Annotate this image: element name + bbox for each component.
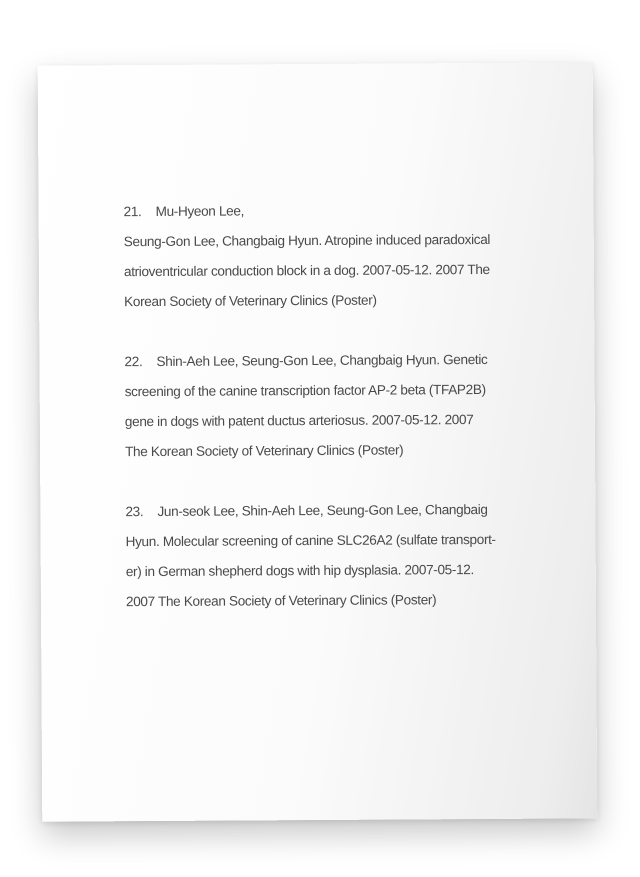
reference-line: er) in German shepherd dogs with hip dysplasia. 2007-05-12. — [125, 562, 474, 580]
reference-text: Jun-seok Lee, Shin-Aeh Lee, Seung-Gon Lee, Changbaig — [157, 501, 488, 519]
reference-text: Mu-Hyeon Lee, — [155, 203, 245, 219]
reference-item — [124, 195, 520, 317]
reference-item — [125, 495, 521, 617]
reference-first-line — [124, 345, 519, 377]
reference-number: 23. — [125, 504, 144, 520]
reference-item — [124, 345, 520, 467]
reference-line: Korean Society of Veterinary Clinics (Poster) — [124, 292, 377, 310]
reference-number: 21. — [123, 204, 142, 220]
reference-line: 2007 The Korean Society of Veterinary Clinics (Poster) — [125, 592, 437, 610]
reference-line: Seung-Gon Lee, Changbaig Hyun. Atropine induced paradoxical — [123, 231, 491, 250]
reference-line: screening of the canine transcription factor AP-2 beta (TFAP2B) — [124, 381, 486, 400]
reference-line: atrioventricular conduction block in a dog. 2007-05-12. 2007 The — [123, 261, 490, 280]
reference-list — [124, 195, 522, 647]
reference-line: Hyun. Molecular screening of canine SLC26A2 (sulfate transport- — [125, 531, 496, 550]
reference-line: The Korean Society of Veterinary Clinics (Poster) — [125, 442, 404, 460]
reference-first-line — [124, 195, 519, 227]
reference-number: 22. — [124, 354, 143, 370]
paper-sheet — [38, 62, 598, 821]
reference-line: gene in dogs with patent ductus arteriosus. 2007-05-12. 2007 — [124, 412, 474, 430]
reference-first-line — [125, 495, 520, 527]
reference-text: Shin-Aeh Lee, Seung-Gon Lee, Changbaig Hyun. Genetic — [156, 351, 488, 369]
